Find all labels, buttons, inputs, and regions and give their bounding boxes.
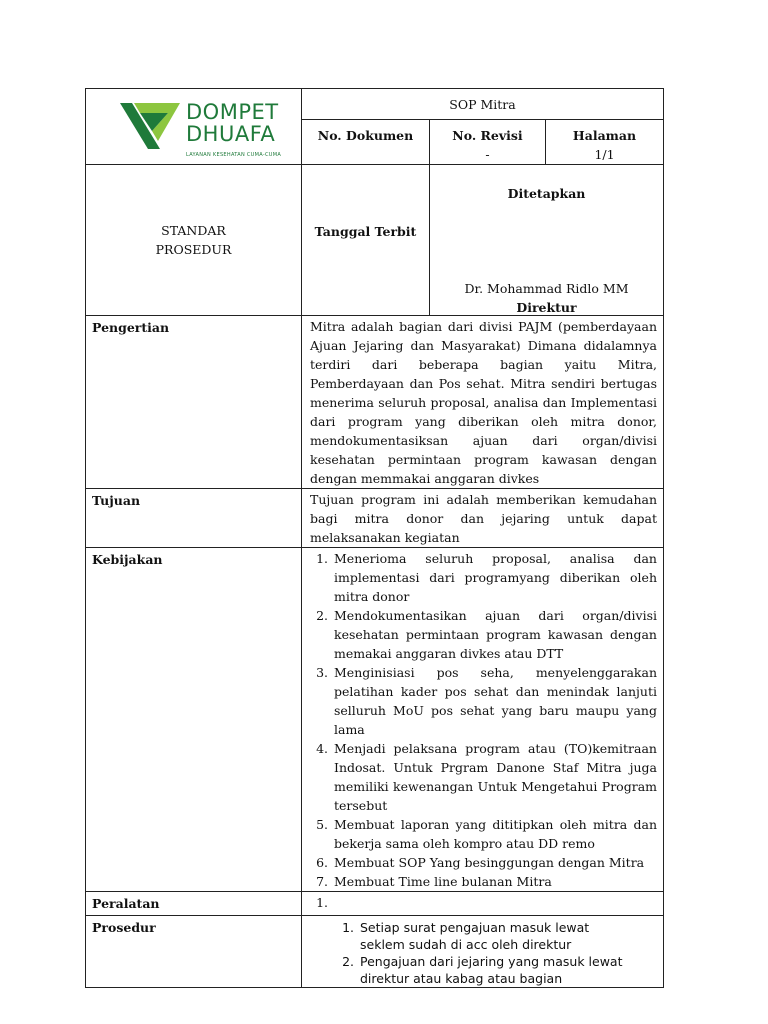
revision-cell <box>430 120 546 165</box>
list-item: 2. Mendokumentasikan ajuan dari organ/divisi kesehatan permintaan program kawasan dengan memakai anggaran divkes atau DTT <box>332 606 657 663</box>
list-item: 1. Setiap surat pengajuan masuk lewat seklem sudah di acc oleh direktur <box>358 919 622 953</box>
document-title: SOP Mitra <box>302 89 664 120</box>
approved-label: Ditetapkan <box>507 186 586 201</box>
prosedur-cell <box>302 916 664 988</box>
list-item: 1. Menerioma seluruh proposal, analisa dan implementasi dari programyang diberikan oleh mitra donor <box>332 549 657 606</box>
peralatan-list <box>310 893 657 912</box>
peralatan-cell <box>302 892 664 916</box>
list-item: 3. Menginisiasi pos seha, menyelenggarakan pelatihan kader pos sehat dan menindak lanjuti selluruh MoU pos sehat yang baru maupu yang lama <box>332 663 657 739</box>
list-item: 2. Pengajuan dari jejaring yang masuk lewat direktur atau kabag atau bagian <box>358 953 632 987</box>
approval-cell <box>430 165 664 316</box>
standard-label-line2: PROSEDUR <box>155 242 232 257</box>
kebijakan-list <box>310 549 657 891</box>
kebijakan-label: Kebijakan <box>86 548 302 892</box>
page-cell <box>546 120 664 165</box>
prosedur-list <box>310 919 657 987</box>
list-item: 7. Membuat Time line bulanan Mitra <box>332 872 657 891</box>
revision-label: No. Revisi <box>452 128 523 143</box>
issue-date-label: Tanggal Terbit <box>302 165 430 316</box>
revision-value: - <box>485 147 490 162</box>
logo-cell <box>86 89 302 165</box>
peralatan-label: Peralatan <box>86 892 302 916</box>
list-item: 5. Membuat laporan yang dititipkan oleh mitra dan bekerja sama oleh kompro atau DD remo <box>332 815 657 853</box>
pengertian-text: Mitra adalah bagian dari divisi PAJM (pemberdayaan Ajuan Jejaring dan Masyarakat) Dimana didalamnya terdiri dari beberapa bagian yaitu Mitra, Pemberdayaan dan Pos sehat. Mitra sendiri bertugas menerima seluruh proposal, analisa dan Implementasi dari program yang diberikan oleh mitra donor, mendokumentasiksan ajuan dari organ/divisi kesehatan permintaan program kawasan dengan dengan memmakai anggaran divkes <box>302 316 664 489</box>
kebijakan-cell <box>302 548 664 892</box>
dompet-dhuafa-logo-icon <box>118 97 184 151</box>
list-item: 4. Menjadi pelaksana program atau (TO)kemitraan Indosat. Untuk Prgram Danone Staf Mitra juga memiliki kewenangan Untuk Mengetahui Program tersebut <box>332 739 657 815</box>
list-item <box>332 893 657 912</box>
signer-name: Dr. Mohammad Ridlo MM <box>464 281 629 296</box>
doc-number-label: No. Dokumen <box>302 120 430 165</box>
page-label: Halaman <box>572 128 637 143</box>
list-item: 6. Membuat SOP Yang besinggungan dengan Mitra <box>332 853 657 872</box>
logo-name-line1: DOMPET <box>186 100 279 124</box>
pengertian-label: Pengertian <box>86 316 302 489</box>
sop-table <box>85 88 664 988</box>
prosedur-label: Prosedur <box>86 916 302 988</box>
tujuan-label: Tujuan <box>86 489 302 548</box>
logo-tagline: LAYANAN KESEHATAN CUMA-CUMA <box>186 152 282 158</box>
logo-name-line2: DHUAFA <box>186 122 276 146</box>
tujuan-text: Tujuan program ini adalah memberikan kemudahan bagi mitra donor dan jejaring untuk dapat melaksanakan kegiatan <box>302 489 664 548</box>
signer-title: Direktur <box>516 300 577 315</box>
standard-label-line1: STANDAR <box>161 223 226 238</box>
page-value: 1/1 <box>594 147 615 162</box>
standard-procedure-cell <box>86 165 302 316</box>
